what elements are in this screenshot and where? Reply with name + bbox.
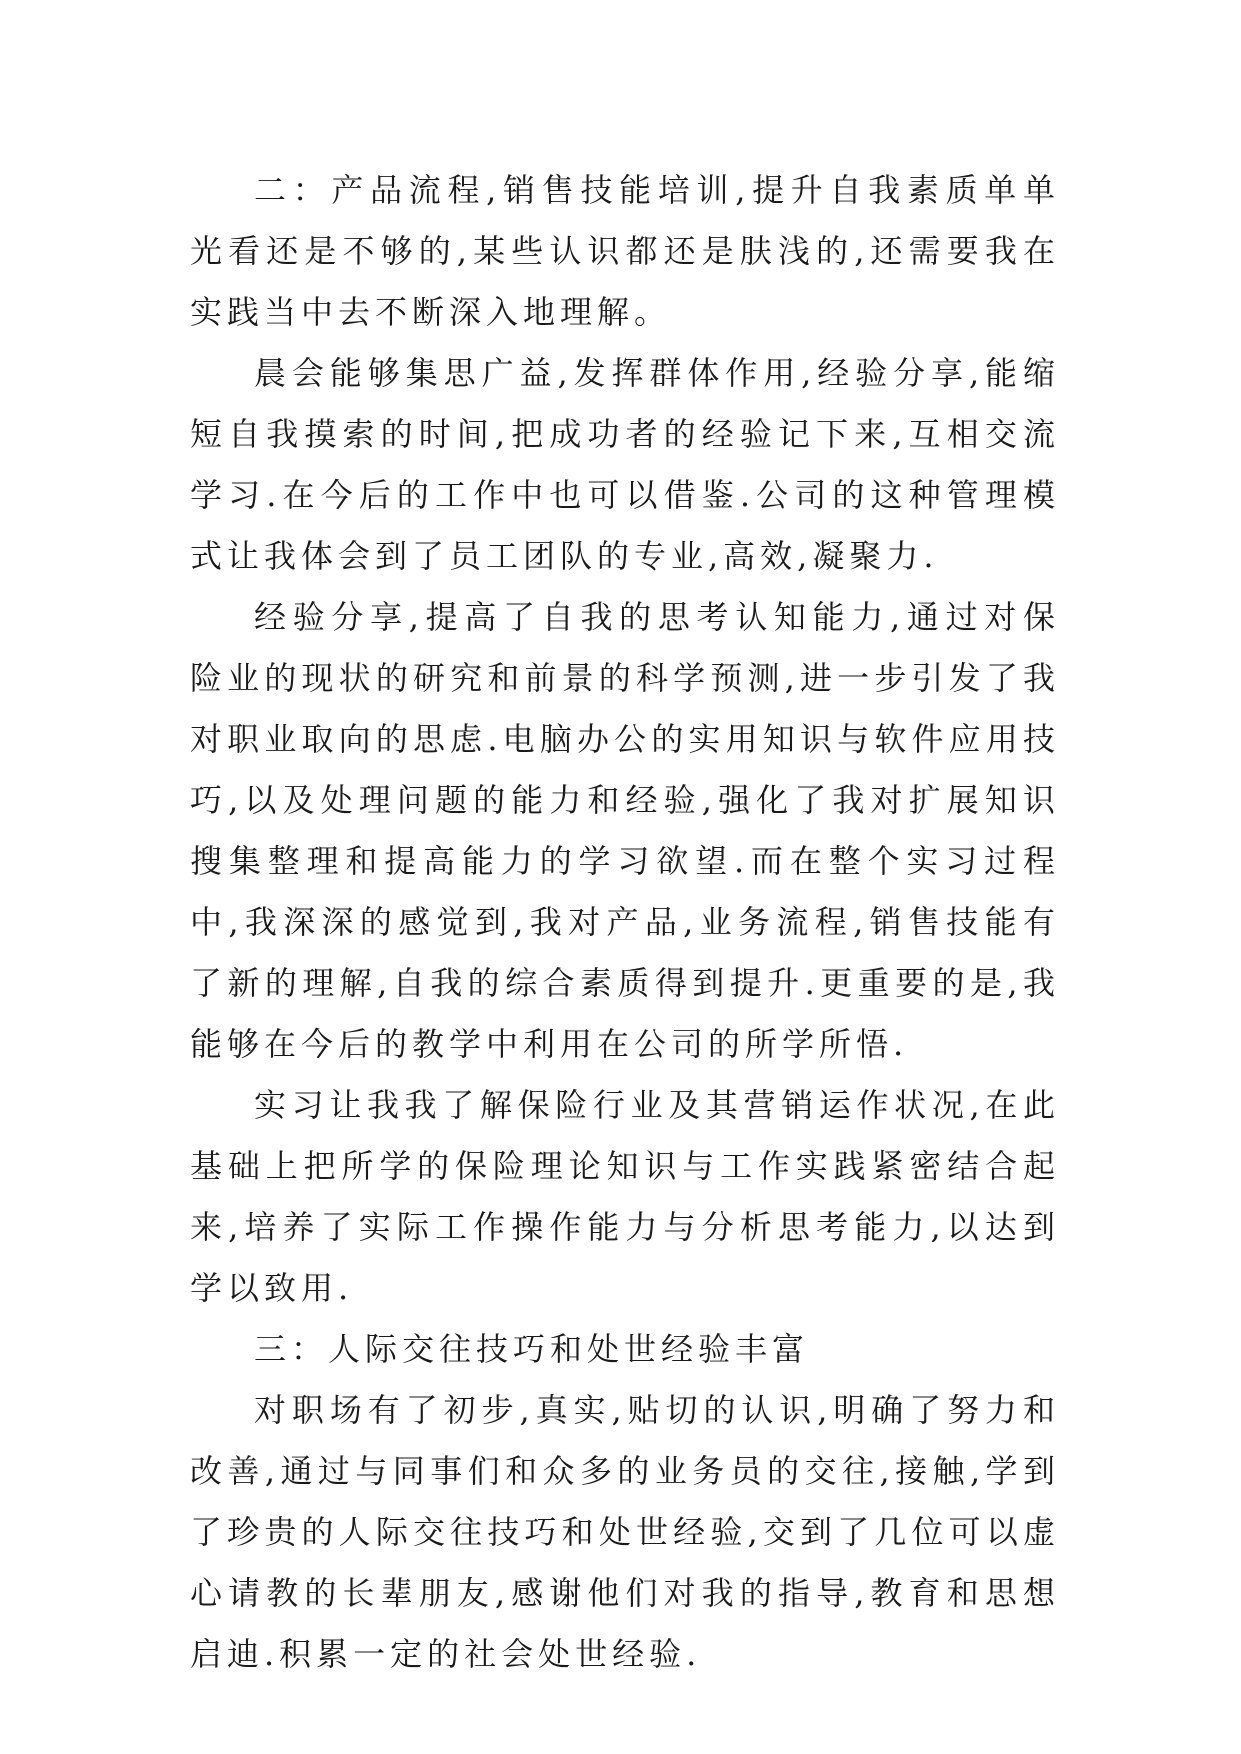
paragraph-experience-sharing: 经验分享,提高了自我的思考认知能力,通过对保险业的现状的研究和前景的科学预测,进一步引发了我对职业取向的思虑.电脑办公的实用知识与软件应用技巧,以及处理问题的能力和经验,强化了我对扩展知识搜集整理和提高能力的学习欲望.而在整个实习过程中,我深深的感觉到,我对产品,业务流程,销售技能有了新的理解,自我的综合素质得到提升.更重要的是,我能够在今后的教学中利用在公司的所学所悟.	[190, 598, 1060, 1063]
paragraph-workplace-understanding: 对职场有了初步,真实,贴切的认识,明确了努力和改善,通过与同事们和众多的业务员的交往,接触,学到了珍贵的人际交往技巧和处世经验,交到了几位可以虚心请教的长辈朋友,感谢他们对我的指导,教育和思想启迪.积累一定的社会处世经验.	[190, 1391, 1060, 1673]
document-body	[190, 160, 1060, 1685]
paragraph-morning-meeting: 晨会能够集思广益,发挥群体作用,经验分享,能缩短自我摸索的时间,把成功者的经验记下来,互相交流学习.在今后的工作中也可以借鉴.公司的这种管理模式让我体会到了员工团队的专业,高效,凝聚力.	[190, 354, 1060, 575]
paragraph-product-process: 二：产品流程,销售技能培训,提升自我素质单单光看还是不够的,某些认识都还是肤浅的,还需要我在实践当中去不断深入地理解。	[190, 171, 1060, 331]
paragraph-internship-insurance: 实习让我我了解保险行业及其营销运作状况,在此基础上把所学的保险理论知识与工作实践紧密结合起来,培养了实际工作操作能力与分析思考能力,以达到学以致用.	[190, 1086, 1060, 1307]
section-heading-interpersonal: 三：人际交往技巧和处世经验丰富	[254, 1330, 810, 1368]
